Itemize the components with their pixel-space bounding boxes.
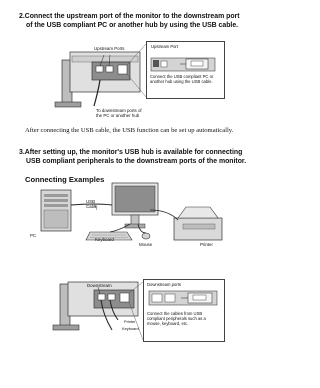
- keyboard-port-label: Keyboard: [122, 326, 139, 331]
- callout-title: Upstream Port: [151, 44, 178, 49]
- downstream-callout-line1: Connect the cables from USB: [147, 311, 203, 316]
- mouse-label: Mouse: [139, 242, 153, 247]
- downstream-ports-callout: [143, 279, 225, 342]
- callout-line2: another hub using the USB cable.: [150, 79, 213, 84]
- downstream-callout-line3: mouse, keyboard, etc.: [147, 321, 189, 326]
- upstream-ports-label: Upstream Ports: [94, 46, 125, 51]
- usb-cable-line2: Cable: [86, 204, 98, 209]
- keyboard-label: Keyboard: [95, 237, 114, 242]
- pc-label: PC: [30, 233, 37, 238]
- downstream-callout-title: Downstream ports: [147, 282, 181, 287]
- downstream-callout-line2: compliant peripherals such as a: [147, 316, 206, 321]
- step-2-heading-line1: 2.Connect the upstream port of the monitor to the downstream port: [19, 13, 240, 20]
- step-3-heading-line2: USB compliant peripherals to the downstream ports of the monitor.: [26, 157, 247, 165]
- printer-label: Printer: [200, 242, 213, 247]
- usb-cable-line1: USB: [86, 199, 96, 204]
- downstream-label: Downstream: [87, 283, 112, 288]
- downstream-line2: the PC or another hub: [96, 113, 140, 118]
- downstream-line1: To downstream ports of: [96, 108, 142, 113]
- auto-setup-note: After connecting the USB cable, the USB function can be set up automatically.: [25, 127, 234, 134]
- step-2-heading-line2: of the USB compliant PC or another hub by using the USB cable.: [26, 21, 239, 29]
- step-3-heading-line1: 3.After setting up, the monitor's USB hub is available for connecting: [19, 149, 243, 156]
- downstream-callout-text: [147, 311, 221, 326]
- connecting-examples-title: Connecting Examples: [25, 175, 105, 184]
- printer-port-label: Printer: [124, 319, 136, 324]
- callout-line1: Connect the USB compliant PC or: [150, 74, 214, 79]
